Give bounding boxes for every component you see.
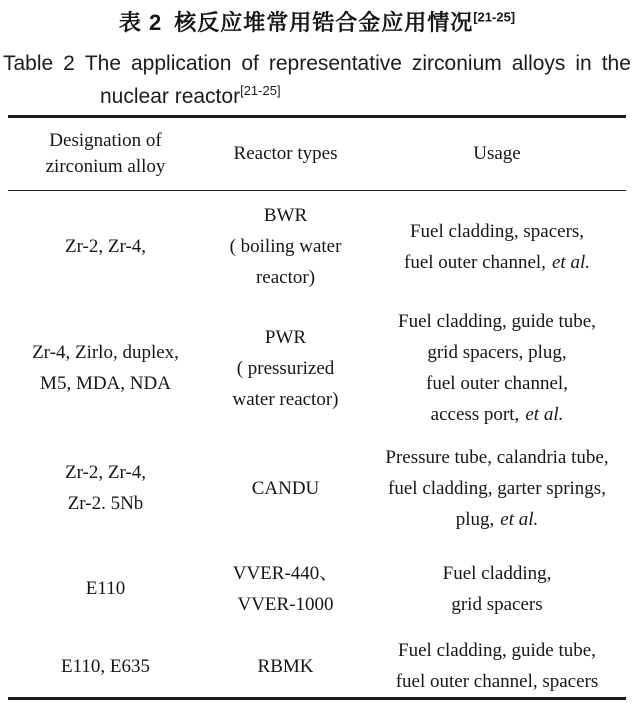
caption-word: zirconium xyxy=(411,52,502,75)
alloy-cell xyxy=(8,191,203,303)
table-number-zh: 表 2 xyxy=(118,10,163,35)
cell-line: E110, E635 xyxy=(60,655,150,677)
header-line: Designation of xyxy=(49,130,162,151)
caption-en-line1 xyxy=(0,51,634,77)
cell-line xyxy=(368,504,626,535)
caption-word: representative xyxy=(268,52,402,75)
table-title-zh-text: 核反应堆常用锆合金应用情况 xyxy=(174,10,474,35)
caption-en-line2-text: nuclear reactor xyxy=(100,85,241,108)
et-al-text: et al. xyxy=(500,508,539,530)
table-row xyxy=(8,542,626,635)
cell-line: fuel outer channel, xyxy=(426,373,568,394)
cell-line: Zr-2, Zr-4, xyxy=(64,236,146,257)
caption-word: The xyxy=(84,52,122,75)
reactor-cell xyxy=(203,191,368,303)
cell-line: CANDU xyxy=(251,477,320,499)
cell-line: RBMK xyxy=(257,655,314,677)
cell-line: VVER-1000 xyxy=(237,593,334,615)
cell-line: PWR xyxy=(264,326,307,348)
cell-line: grid spacers xyxy=(451,593,543,615)
cell-line: Fuel cladding, guide tube, xyxy=(398,640,596,661)
table-row xyxy=(8,302,626,434)
usage-cell xyxy=(368,434,626,542)
table-caption-zh xyxy=(0,8,634,38)
alloy-cell xyxy=(8,302,203,434)
col-header-usage xyxy=(368,117,626,191)
reactor-cell xyxy=(203,302,368,434)
header-line: Usage xyxy=(473,143,521,164)
cell-line-text: plug, xyxy=(455,508,495,530)
et-al-text: et al. xyxy=(525,404,564,425)
caption-word: the xyxy=(601,52,631,75)
caption-word: of xyxy=(241,52,259,75)
table-row xyxy=(8,191,626,303)
usage-cell xyxy=(368,542,626,635)
usage-cell xyxy=(368,635,626,699)
cell-line: M5, MDA, NDA xyxy=(40,373,171,394)
caption-word: Table xyxy=(3,52,54,75)
usage-cell xyxy=(368,302,626,434)
reference-superscript: [21-25] xyxy=(473,9,516,25)
cell-line: fuel cladding, garter springs, xyxy=(388,477,606,499)
cell-line: Zr-4, Zirlo, duplex, xyxy=(32,342,179,363)
reactor-cell xyxy=(203,542,368,635)
cell-line: Fuel cladding, guide tube, xyxy=(398,311,596,332)
caption-word: in xyxy=(575,52,592,75)
cell-line: Fuel cladding, spacers, xyxy=(409,220,585,242)
caption-word: application xyxy=(130,52,232,75)
table-row xyxy=(8,635,626,699)
cell-line: reactor) xyxy=(255,267,316,288)
cell-line-text: fuel outer channel, xyxy=(404,251,546,273)
header-line: zirconium alloy xyxy=(45,156,166,177)
caption-word: 2 xyxy=(63,52,75,75)
usage-cell xyxy=(368,191,626,303)
zirconium-alloys-table xyxy=(8,115,626,700)
caption-word: alloys xyxy=(511,52,566,75)
col-header-designation xyxy=(8,117,203,191)
cell-line xyxy=(368,247,626,278)
alloy-cell xyxy=(8,434,203,542)
cell-line: Zr-2. 5Nb xyxy=(67,493,144,514)
et-al-text: et al. xyxy=(551,251,590,273)
cell-line: Pressure tube, calandria tube, xyxy=(385,446,609,468)
header-row xyxy=(8,117,626,191)
header-line: Reactor types xyxy=(233,143,338,164)
cell-line: VVER-440、 xyxy=(232,562,339,584)
reference-superscript: [21-25] xyxy=(240,83,281,98)
cell-line: E110 xyxy=(85,578,126,599)
cell-line-text: access port, xyxy=(430,404,520,425)
col-header-reactor-types xyxy=(203,117,368,191)
cell-line: grid spacers, plug, xyxy=(427,342,567,363)
table-caption-en xyxy=(0,51,634,110)
reactor-cell xyxy=(203,434,368,542)
cell-line: ( pressurized xyxy=(236,357,335,379)
cell-line: BWR xyxy=(263,205,308,226)
reactor-cell xyxy=(203,635,368,699)
cell-line: water reactor) xyxy=(232,388,339,410)
table-row xyxy=(8,434,626,542)
cell-line: ( boiling water xyxy=(229,236,342,257)
cell-line: Zr-2, Zr-4, xyxy=(64,462,146,483)
alloy-cell xyxy=(8,635,203,699)
caption-en-line2 xyxy=(100,84,634,110)
cell-line: Fuel cladding, xyxy=(442,562,552,584)
cell-line xyxy=(368,399,626,430)
cell-line: fuel outer channel, spacers xyxy=(395,671,599,692)
alloy-cell xyxy=(8,542,203,635)
